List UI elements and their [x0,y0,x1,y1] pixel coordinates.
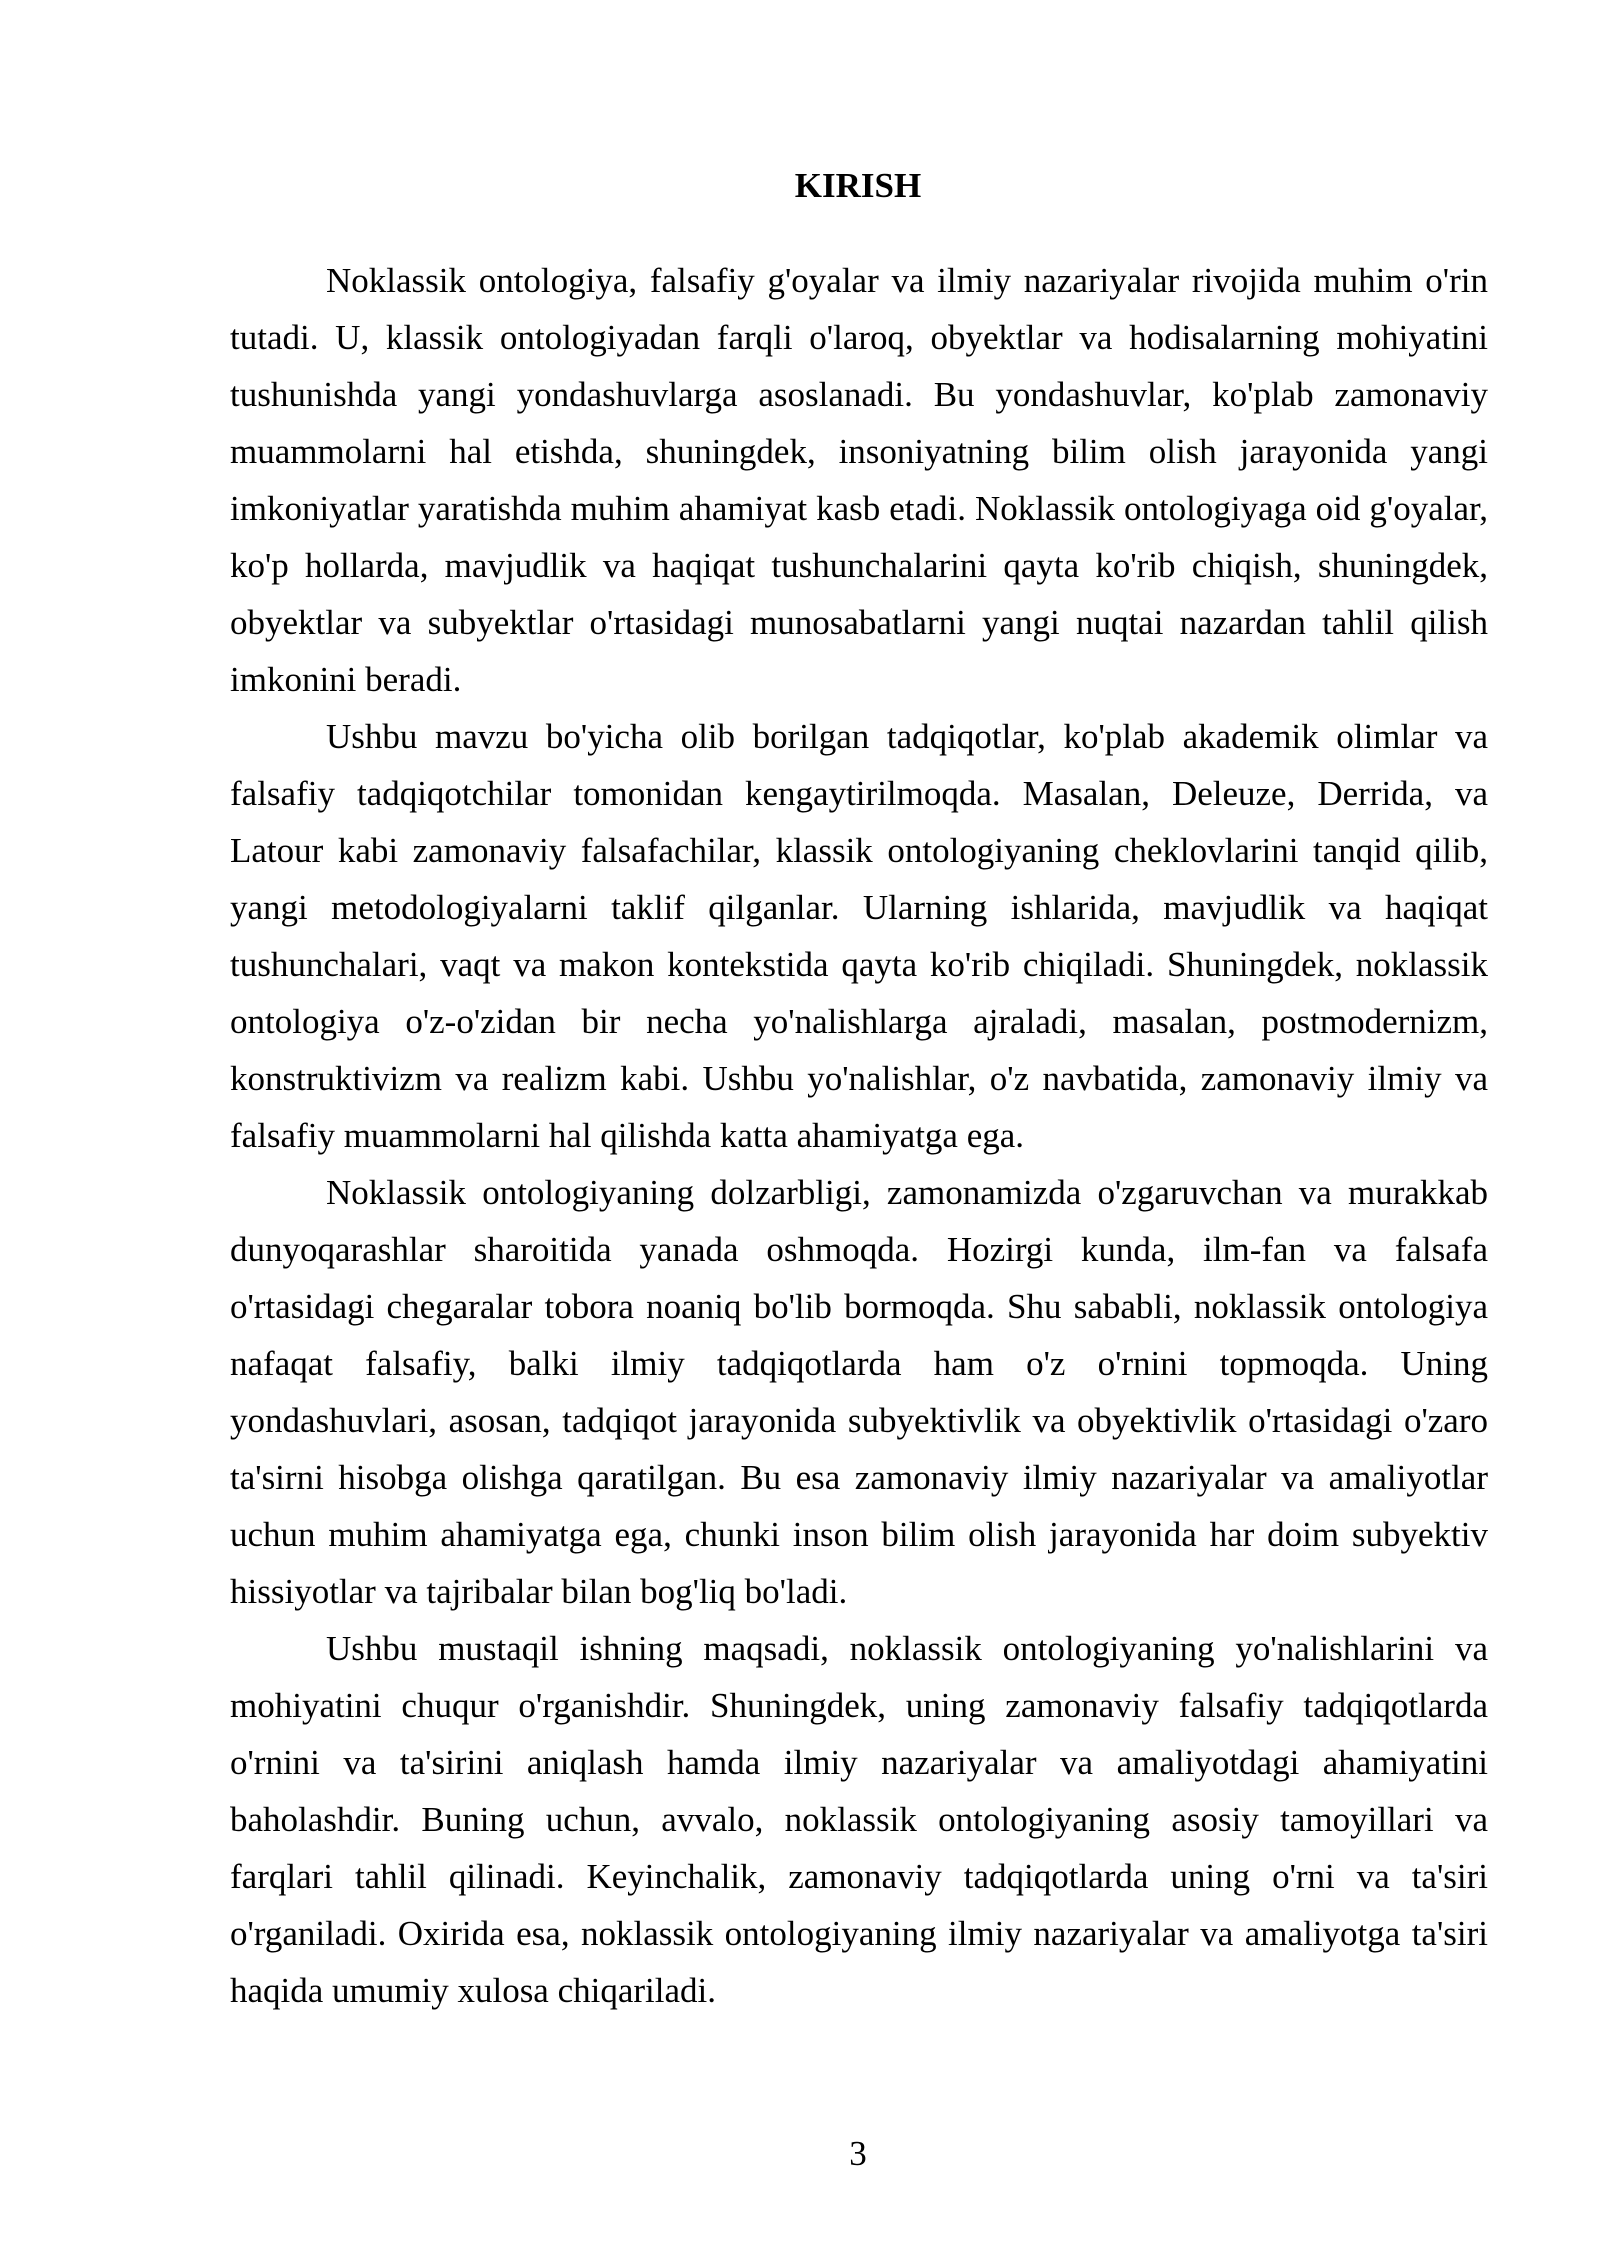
page-title: KIRISH [794,166,922,205]
body-text [230,252,1488,2019]
page-number: 3 [849,2134,867,2173]
paragraph-1: Noklassik ontologiya, falsafiy g'oyalar va ilmiy nazariyalar rivojida muhim o'rin tutadi. U, klassik ontologiyadan farqli o'laroq, obyektlar va hodisalarning mohiyatini tushunishda yangi yondashuvlarga asoslanadi. Bu yondashuvlar, ko'plab zamonaviy muammolarni hal etishda, shuningdek, insoniyatning bilim olish jarayonida yangi imkoniyatlar yaratishda muhim ahamiyat kasb etadi. Noklassik ontologiyaga oid g'oyalar, ko'p hollarda, mavjudlik va haqiqat tushunchalarini qayta ko'rib chiqish, shuningdek, obyektlar va subyektlar o'rtasidagi munosabatlarni yangi nuqtai nazardan tahlil qilish imkonini beradi. [230,261,1488,699]
paragraph-2: Ushbu mavzu bo'yicha olib borilgan tadqiqotlar, ko'plab akademik olimlar va falsafiy tadqiqotchilar tomonidan kengaytirilmoqda. Masalan, Deleuze, Derrida, va Latour kabi zamonaviy falsafachilar, klassik ontologiyaning cheklovlarini tanqid qilib, yangi metodologiyalarni taklif qilganlar. Ularning ishlarida, mavjudlik va haqiqat tushunchalari, vaqt va makon kontekstida qayta ko'rib chiqiladi. Shuningdek, noklassik ontologiya o'z-o'zidan bir necha yo'nalishlarga ajraladi, masalan, postmodernizm, konstruktivizm va realizm kabi. Ushbu yo'nalishlar, o'z navbatida, zamonaviy ilmiy va falsafiy muammolarni hal qilishda katta ahamiyatga ega. [230,717,1488,1155]
paragraph-4: Ushbu mustaqil ishning maqsadi, noklassik ontologiyaning yo'nalishlarini va mohiyatini chuqur o'rganishdir. Shuningdek, uning zamonaviy falsafiy tadqiqotlarda o'rnini va ta'sirini aniqlash hamda ilmiy nazariyalar va amaliyotdagi ahamiyatini baholashdir. Buning uchun, avvalo, noklassik ontologiyaning asosiy tamoyillari va farqlari tahlil qilinadi. Keyinchalik, zamonaviy tadqiqotlarda uning o'rni va ta'siri o'rganiladi. Oxirida esa, noklassik ontologiyaning ilmiy nazariyalar va amaliyotga ta'siri haqida umumiy xulosa chiqariladi. [230,1629,1488,2010]
paragraph-3: Noklassik ontologiyaning dolzarbligi, zamonamizda o'zgaruvchan va murakkab dunyoqarashlar sharoitida yanada oshmoqda. Hozirgi kunda, ilm-fan va falsafa o'rtasidagi chegaralar tobora noaniq bo'lib bormoqda. Shu sababli, noklassik ontologiya nafaqat falsafiy, balki ilmiy tadqiqotlarda ham o'z o'rnini topmoqda. Uning yondashuvlari, asosan, tadqiqot jarayonida subyektivlik va obyektivlik o'rtasidagi o'zaro ta'sirni hisobga olishga qaratilgan. Bu esa zamonaviy ilmiy nazariyalar va amaliyotlar uchun muhim ahamiyatga ega, chunki inson bilim olish jarayonida har doim subyektiv hissiyotlar va tajribalar bilan bog'liq bo'ladi. [230,1173,1488,1611]
